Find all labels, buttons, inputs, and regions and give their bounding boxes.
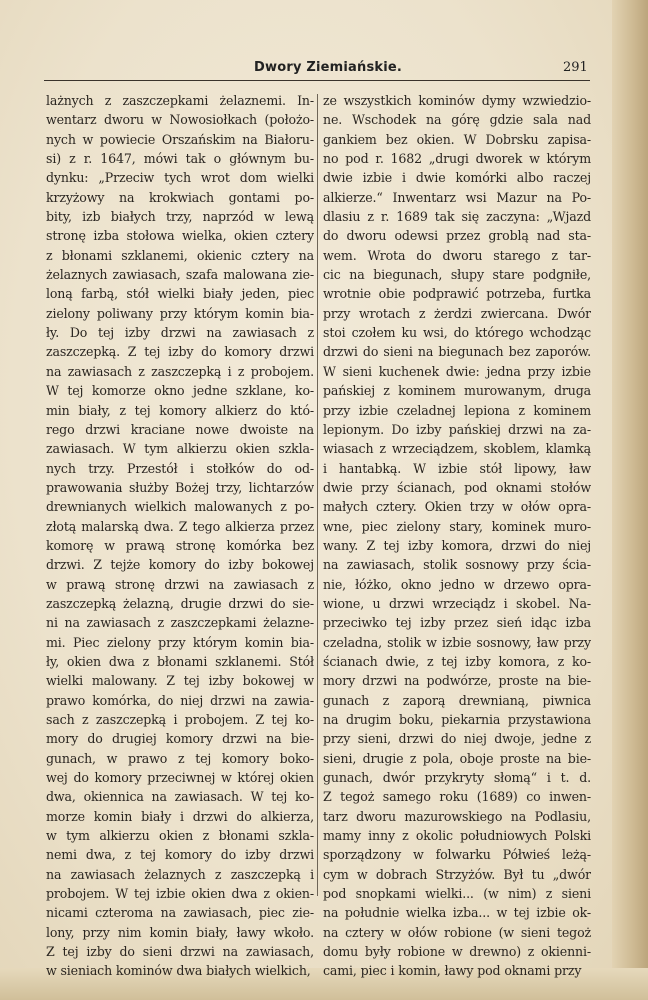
text-line: krzyżowy na krokwiach gontami po- <box>46 189 314 205</box>
text-line: mamy inny z okolic południowych Polski <box>323 828 591 844</box>
text-line: w prawą stronę drzwi na zawiasach z <box>46 576 314 592</box>
text-line: w sieniach kominów dwa białych wielkich, <box>46 963 311 979</box>
text-line: sieni, drugie z pola, oboje proste na bie- <box>323 750 591 766</box>
text-line: nie, łóżko, okno jedno w drzewo opra- <box>323 576 591 592</box>
text-line: nych trzy. Przestół i stołków do od- <box>46 460 314 476</box>
text-line: min biały, z tej komory alkierz do któ- <box>46 402 314 418</box>
text-line: tarz dworu mazurowskiego na Podlasiu, <box>323 808 591 824</box>
text-line: cym w dobrach Strzyżów. Był tu „dwór <box>323 866 591 882</box>
text-line: zaszczepką. Z tej izby do komory drzwi <box>46 344 314 360</box>
text-line: probojem. W tej izbie okien dwa z okien- <box>46 886 314 902</box>
text-line: loną farbą, stół wielki biały jeden, piec <box>46 286 314 302</box>
text-line: prawo komórka, do niej drzwi na zawia- <box>46 692 314 708</box>
text-line: czeladna, stolik w izbie sosnowy, ław przy <box>323 634 591 650</box>
text-line: drzwi do sieni na biegunach bez zaporów. <box>323 344 591 360</box>
text-line: drzwi. Z tejże komory do izby bokowej <box>46 557 314 573</box>
text-line: Z tej izby do sieni drzwi na zawiasach, <box>46 944 314 960</box>
text-line: dwie przy ścianach, pod oknami stołów <box>323 479 591 495</box>
text-line: ni na zawiasach z zaszczepkami żelazne- <box>46 615 314 631</box>
text-line: wentarz dworu w Nowosiołkach (położo- <box>46 112 314 128</box>
page-edge-right <box>612 0 648 1000</box>
text-line: cic na biegunach, słupy stare podgniłe, <box>323 267 591 283</box>
text-line: mory drzwi na podwórze, proste na bie- <box>323 673 591 689</box>
text-line: rego drzwi kraciane nowe dwoiste na <box>46 421 314 437</box>
text-line: alkierze.“ Inwentarz wsi Mazur na Po- <box>323 189 591 205</box>
text-line: nych w powiecie Orszańskim na Białoru- <box>46 131 314 147</box>
text-line: przy izbie czeladnej lepiona z kominem <box>323 402 591 418</box>
text-line: lepionym. Do izby pańskiej drzwi na za- <box>323 421 591 437</box>
text-line: z błonami szklanemi, okienic cztery na <box>46 247 314 263</box>
text-line: przeciwko tej izby przez sień idąc izba <box>323 615 591 631</box>
text-line: ze wszystkich kominów dymy wzwiedzio- <box>323 93 591 108</box>
text-line: sporządzony w folwarku Półwieś leżą- <box>323 847 591 863</box>
text-line: dwie izbie i dwie komórki albo raczej <box>323 170 591 186</box>
text-line: W sieni kuchenek dwie: jedna przy izbie <box>323 363 591 379</box>
text-line: mory do drugiej komory drzwi na bie- <box>46 731 314 747</box>
text-line: komorę w prawą stronę komórka bez <box>46 537 314 553</box>
column-divider <box>317 94 318 896</box>
text-line: ścianach dwie, z tej izby komora, z ko- <box>323 653 591 669</box>
text-line: W tej komorze okno jedne szklane, ko- <box>46 383 314 399</box>
text-line: domu były robione w drewno) z okienni- <box>323 944 591 960</box>
text-line: ły. Do tej izby drzwi na zawiasach z <box>46 325 314 341</box>
text-line: wielki malowany. Z tej izby bokowej w <box>46 673 314 689</box>
text-line: na zawiasach z zaszczepką i z probojem. <box>46 363 314 379</box>
text-line: zawiasach. W tym alkierzu okien szkla- <box>46 441 314 457</box>
text-line: wione, u drzwi wrzeciądz i skobel. Na- <box>323 595 591 611</box>
text-line: morze komin biały i drzwi do alkierza, <box>46 808 314 824</box>
text-line: wem. Wrota do dworu starego z tar- <box>323 247 591 263</box>
text-line: małych cztery. Okien trzy w ołów opra- <box>323 499 591 515</box>
header-rule <box>44 80 590 81</box>
page-number: 291 <box>563 60 588 75</box>
text-line: w tym alkierzu okien z błonami szkla- <box>46 828 314 844</box>
text-line: bity, izb białych trzy, naprzód w lewą <box>46 209 314 225</box>
text-line: zielony poliwany przy którym komin bia- <box>46 305 314 321</box>
text-line: pańskiej z kominem murowanym, druga <box>323 383 591 399</box>
text-line: ne. Wschodek na górę gdzie sala nad <box>323 112 591 128</box>
text-line: lony, przy nim komin biały, ławy wkoło. <box>46 924 314 940</box>
text-line: Z tegoż samego roku (1689) co inwen- <box>323 789 591 805</box>
text-line: na zawiasach żelaznych z zaszczepką i <box>46 866 314 882</box>
text-line: stronę izba stołowa wielka, okien cztery <box>46 228 314 244</box>
text-line: na zawiasach, stolik sosnowy przy ścia- <box>323 557 591 573</box>
text-line: pod snopkami wielki... (w nim) z sieni <box>323 886 591 902</box>
text-line: dwa, okiennica na zawiasach. W tej ko- <box>46 789 314 805</box>
text-line: gunach, w prawo z tej komory boko- <box>46 750 314 766</box>
text-line: do dworu odewsi przez groblą nad sta- <box>323 228 591 244</box>
text-line: przy wrotach z żerdzi zwiercana. Dwór <box>323 305 591 321</box>
text-line: zaszczepką żelazną, drugie drzwi do sie- <box>46 595 314 611</box>
text-line: ły, okien dwa z błonami szklanemi. Stół <box>46 653 314 669</box>
text-line: gunach, dwór przykryty słomą“ i t. d. <box>323 770 591 786</box>
text-line: mi. Piec zielony przy którym komin bia- <box>46 634 314 650</box>
text-line: no pod r. 1682 „drugi dworek w którym <box>323 151 591 167</box>
text-line: wany. Z tej izby komora, drzwi do niej <box>323 537 591 553</box>
text-line: cami, piec i komin, ławy pod oknami przy <box>323 963 582 979</box>
text-line: na południe wielka izba... w tej izbie ok- <box>323 905 591 921</box>
text-line: na drugim boku, piekarnia przystawiona <box>323 712 591 727</box>
text-line: sach z zaszczepką i probojem. Z tej ko- <box>46 712 314 727</box>
text-line: gankiem bez okien. W Dobrsku zapisa- <box>323 131 591 147</box>
text-line: si) z r. 1647, mówi tak o głównym bu- <box>46 151 314 167</box>
text-line: wrotnie obie podprawić potrzeba, furtka <box>323 286 591 302</box>
text-line: wej do komory przeciwnej w której okien <box>46 770 314 786</box>
text-line: stoi czołem ku wsi, do którego wchodząc <box>323 325 591 341</box>
running-header-title: Dwory Ziemiańskie. <box>254 60 403 75</box>
text-line: żelaznych zawiasach, szafa malowana zie- <box>46 267 314 283</box>
text-line: i hantabką. W izbie stół lipowy, ław <box>323 460 591 476</box>
text-line: gunach z zaporą drewnianą, piwnica <box>323 692 591 708</box>
text-line: lażnych z zaszczepkami żelaznemi. In- <box>46 93 314 108</box>
text-line: prawowania służby Bożej trzy, lichtarzów <box>46 479 314 495</box>
text-line: wiasach z wrzeciądzem, skoblem, klamką <box>323 441 591 457</box>
text-line: nemi dwa, z tej komory do izby drzwi <box>46 847 314 863</box>
text-line: drewnianych wielkich malowanych z po- <box>46 499 314 515</box>
text-line: dlasiu z r. 1689 tak się zaczyna: „Wjazd <box>323 209 591 225</box>
text-line: wne, piec zielony stary, kominek muro- <box>323 518 591 534</box>
text-line: nicami czteroma na zawiasach, piec zie- <box>46 905 314 921</box>
text-line: dynku: „Przeciw tych wrot dom wielki <box>46 170 314 186</box>
text-column-left <box>46 91 314 979</box>
text-line: przy sieni, drzwi do niej dwoje, jedne z <box>323 731 591 747</box>
text-line: złotą malarską dwa. Z tego alkierza przez <box>46 518 314 534</box>
text-column-right <box>323 91 591 979</box>
text-line: na cztery w ołów robione (w sieni tegoż <box>323 924 591 940</box>
